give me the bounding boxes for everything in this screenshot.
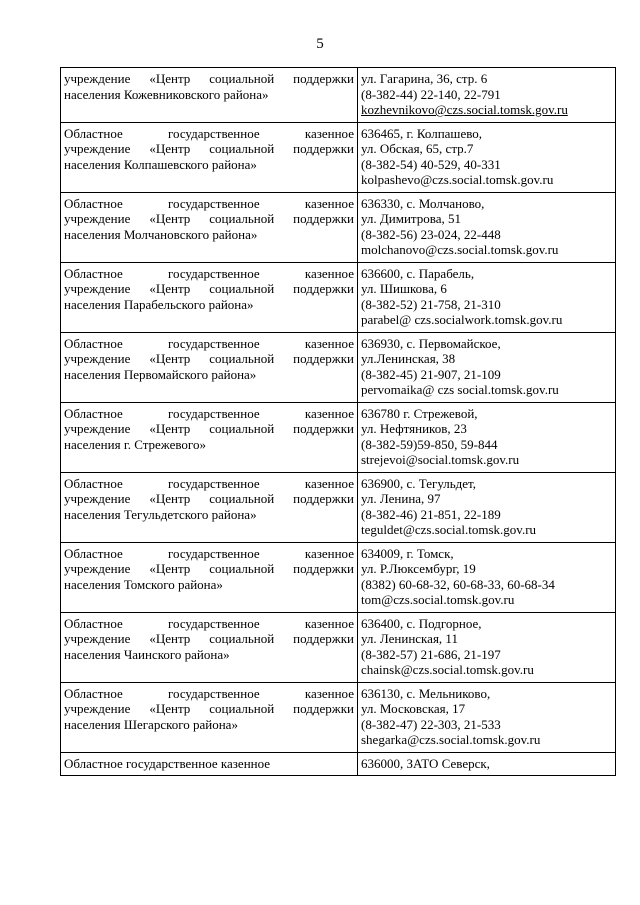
institution-contact-cell	[358, 682, 616, 752]
institution-contact-cell	[358, 122, 616, 192]
table-row	[61, 752, 616, 776]
institution-contact-cell	[358, 472, 616, 542]
institution-name-cell	[61, 752, 358, 776]
table-row	[61, 472, 616, 542]
institution-name-line: населения Тегульдетского района»	[64, 506, 257, 522]
institution-name-cell	[61, 192, 358, 262]
institution-contact-cell	[358, 402, 616, 472]
contact-line: ул. Московская, 17	[361, 701, 466, 716]
contact-line: 636330, с. Молчаново,	[361, 195, 485, 211]
email-address: teguldet@czs.social.tomsk.gov.ru	[361, 522, 537, 537]
email-address: shegarka@czs.social.tomsk.gov.ru	[361, 732, 541, 747]
contact-line: (8-382-56) 23-024, 22-448	[361, 226, 501, 242]
table-row	[61, 402, 616, 472]
institution-name-cell	[61, 332, 358, 402]
institution-name-line: населения Чаинского района»	[64, 646, 230, 662]
contact-line: ул. Шишкова, 6	[361, 281, 447, 296]
institution-name-cell	[61, 122, 358, 192]
contact-line: 636930, с. Первомайское,	[361, 335, 501, 351]
contact-line: (8-382-52) 21-758, 21-310	[361, 296, 501, 312]
institution-name-line: учреждение «Центр социальной поддержки	[64, 421, 354, 436]
contact-line: (8-382-59)59-850, 59-844	[361, 436, 498, 452]
contact-line: ул. Обская, 65, стр.7	[361, 141, 474, 156]
table-row	[61, 122, 616, 192]
institution-name-line: учреждение «Центр социальной поддержки	[64, 561, 354, 576]
institution-name-line: населения Колпашевского района»	[64, 156, 257, 172]
contact-line: (8-382-54) 40-529, 40-331	[361, 156, 501, 172]
institution-name-line: учреждение «Центр социальной поддержки	[64, 491, 354, 506]
contact-line: (8382) 60-68-32, 60-68-33, 60-68-34	[361, 576, 555, 592]
contact-line: (8-382-57) 21-686, 21-197	[361, 646, 501, 662]
email-address: strejevoi@social.tomsk.gov.ru	[361, 452, 520, 467]
table-row	[61, 262, 616, 332]
contact-line: ул. Нефтяников, 23	[361, 421, 467, 436]
institution-contact-cell	[358, 542, 616, 612]
email-address: tom@czs.social.tomsk.gov.ru	[361, 592, 515, 607]
contact-line: ул.Ленинская, 38	[361, 351, 456, 366]
institution-name-line: Областное государственное казенное	[64, 685, 354, 701]
institution-contact-cell	[358, 752, 616, 776]
institution-name-line: учреждение «Центр социальной поддержки	[64, 211, 354, 226]
contact-line: ул. Ленинская, 11	[361, 631, 458, 646]
table-row	[61, 542, 616, 612]
institution-name-line: учреждение «Центр социальной поддержки	[64, 351, 354, 366]
table-row	[61, 682, 616, 752]
contact-line: (8-382-45) 21-907, 21-109	[361, 366, 501, 382]
institution-contact-cell	[358, 332, 616, 402]
institution-name-line: Областное государственное казенное	[64, 475, 354, 491]
institution-name-line: Областное государственное казенное	[64, 755, 271, 771]
institution-name-line: Областное государственное казенное	[64, 545, 354, 561]
institution-name-line: населения Шегарского района»	[64, 716, 238, 732]
institution-name-line: населения Молчановского района»	[64, 226, 258, 242]
email-address: pervomaika@ czs social.tomsk.gov.ru	[361, 382, 559, 397]
institution-name-cell	[61, 68, 358, 123]
institution-name-line: населения Томского района»	[64, 576, 223, 592]
email-address: molchanovo@czs.social.tomsk.gov.ru	[361, 242, 559, 257]
contact-line: 634009, г. Томск,	[361, 545, 454, 561]
institution-name-line: населения Кожевниковского района»	[64, 86, 269, 102]
contact-line: ул. Димитрова, 51	[361, 211, 462, 226]
institution-name-cell	[61, 682, 358, 752]
table-row	[61, 332, 616, 402]
institution-contact-cell	[358, 192, 616, 262]
institutions-table	[60, 67, 616, 776]
contact-line: 636130, с. Мельниково,	[361, 685, 491, 701]
contact-line: 636780 г. Стрежевой,	[361, 405, 478, 421]
table-row	[61, 612, 616, 682]
table-row	[61, 68, 616, 123]
institution-name-line: Областное государственное казенное	[64, 265, 354, 281]
institution-name-line: учреждение «Центр социальной поддержки	[64, 71, 354, 86]
institution-name-cell	[61, 472, 358, 542]
institution-name-line: населения Первомайского района»	[64, 366, 257, 382]
institution-name-line: населения г. Стрежевого»	[64, 436, 206, 452]
institution-name-line: Областное государственное казенное	[64, 615, 354, 631]
institution-name-line: учреждение «Центр социальной поддержки	[64, 701, 354, 716]
institution-contact-cell	[358, 68, 616, 123]
contact-line: 636465, г. Колпашево,	[361, 125, 483, 141]
institution-name-cell	[61, 612, 358, 682]
contact-line: 636900, с. Тегульдет,	[361, 475, 477, 491]
table-row	[61, 192, 616, 262]
institution-name-line: учреждение «Центр социальной поддержки	[64, 631, 354, 646]
contact-line: 636400, с. Подгорное,	[361, 615, 482, 631]
contact-line: ул. Гагарина, 36, стр. 6	[361, 71, 488, 86]
email-address: chainsk@czs.social.tomsk.gov.ru	[361, 662, 534, 677]
institution-name-line: Областное государственное казенное	[64, 335, 354, 351]
email-address: parabel@ czs.socialwork.tomsk.gov.ru	[361, 312, 563, 327]
contact-line: (8-382-47) 22-303, 21-533	[361, 716, 501, 732]
contact-line: (8-382-44) 22-140, 22-791	[361, 86, 501, 102]
institution-contact-cell	[358, 612, 616, 682]
institution-name-line: Областное государственное казенное	[64, 195, 354, 211]
institution-name-cell	[61, 262, 358, 332]
institution-name-line: населения Парабельского района»	[64, 296, 254, 312]
contact-line: 636000, ЗАТО Северск,	[361, 755, 490, 771]
page-number: 5	[316, 36, 324, 52]
email-address: kolpashevo@czs.social.tomsk.gov.ru	[361, 172, 554, 187]
institution-name-line: учреждение «Центр социальной поддержки	[64, 141, 354, 156]
contact-line: ул. Р.Люксембург, 19	[361, 561, 476, 576]
contact-line: (8-382-46) 21-851, 22-189	[361, 506, 501, 522]
contact-line: ул. Ленина, 97	[361, 491, 441, 506]
email-address[interactable]: kozhevnikovo@czs.social.tomsk.gov.ru	[361, 102, 568, 117]
institution-contact-cell	[358, 262, 616, 332]
institution-name-cell	[61, 542, 358, 612]
institution-name-cell	[61, 402, 358, 472]
institution-name-line: Областное государственное казенное	[64, 125, 354, 141]
institutions-table-body	[61, 68, 616, 776]
contact-line: 636600, с. Парабель,	[361, 265, 475, 281]
institution-name-line: учреждение «Центр социальной поддержки	[64, 281, 354, 296]
institution-name-line: Областное государственное казенное	[64, 405, 354, 421]
